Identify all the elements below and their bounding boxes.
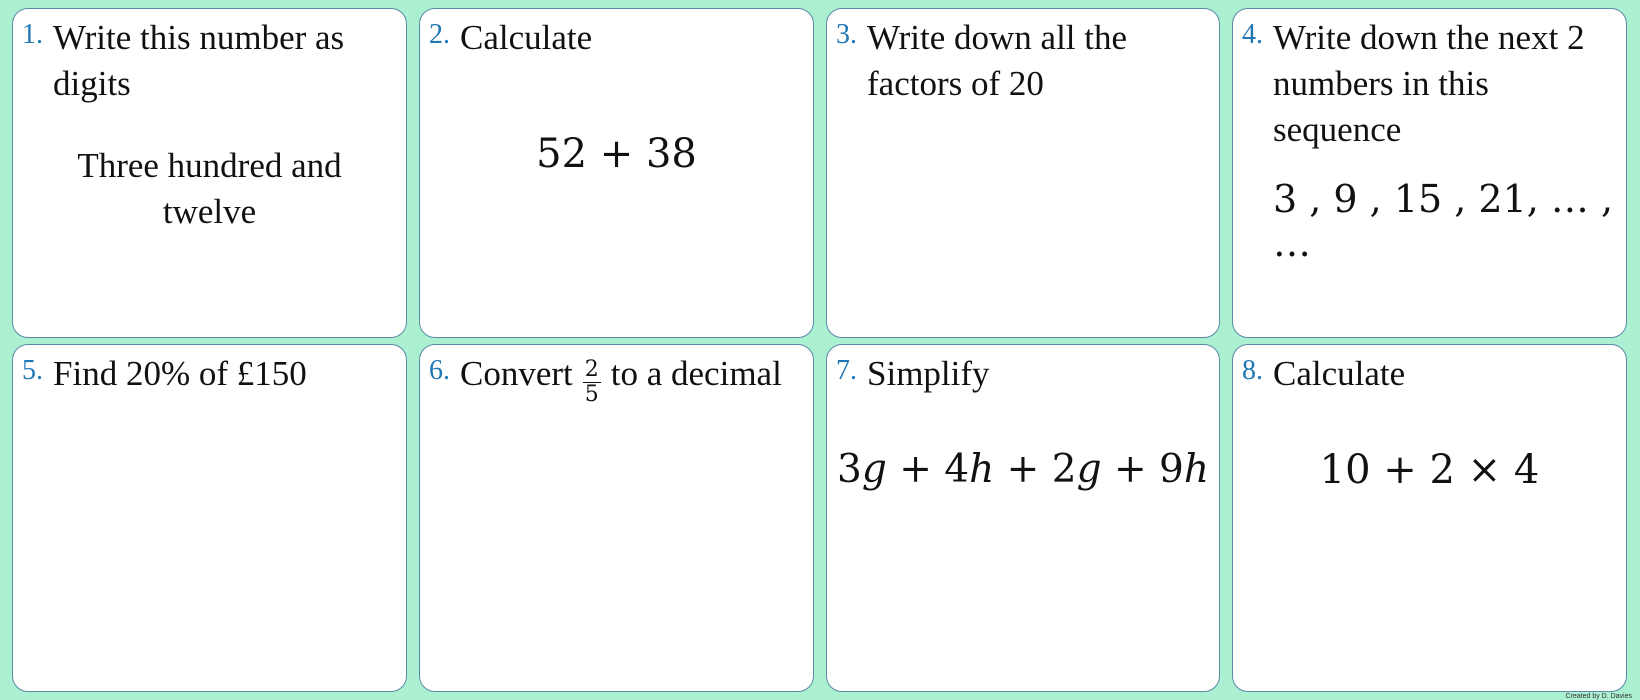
- question-number: 3.: [836, 19, 857, 50]
- question-text: Calculate: [460, 18, 593, 57]
- question-card-2: [419, 8, 814, 338]
- number-in-words: Three hundred and twelve: [77, 146, 342, 231]
- question-number: 8.: [1242, 355, 1263, 386]
- question-text: Write down all the factors of 20: [867, 18, 1128, 103]
- question-text: Calculate: [1273, 354, 1406, 393]
- question-text: [460, 351, 805, 408]
- fraction-denominator: 5: [584, 382, 599, 408]
- question-number: 5.: [22, 355, 43, 386]
- question-text: Write this number as digits: [53, 18, 345, 103]
- question-card-5: [12, 344, 407, 692]
- question-text: Find 20% of £150: [53, 354, 307, 393]
- question-card-4: [1232, 8, 1627, 338]
- math-expression: 10 + 2 × 4: [1319, 447, 1540, 493]
- question-card-1: [12, 8, 407, 338]
- question-number: 7.: [836, 355, 857, 386]
- question-number: 2.: [429, 19, 450, 50]
- question-number: 1.: [22, 19, 43, 50]
- question-card-6: [419, 344, 814, 692]
- question-card-7: [826, 344, 1220, 692]
- number-sequence: 3 , 9 , 15 , 21, … , …: [1273, 177, 1614, 265]
- algebraic-expression: 3g + 4h + 2g + 9h: [837, 447, 1209, 492]
- question-number: 4.: [1242, 19, 1263, 50]
- question-text: Simplify: [867, 354, 990, 393]
- question-text: Write down the next 2 numbers in this sequence: [1273, 18, 1585, 149]
- fraction-numerator: 2: [584, 357, 599, 383]
- credit-text: Created by D. Davies: [1565, 693, 1632, 700]
- question-card-8: [1232, 344, 1627, 692]
- fraction: [583, 358, 601, 407]
- question-card-3: [826, 8, 1220, 338]
- question-number: 6.: [429, 355, 450, 386]
- question-text-after: to a decimal: [610, 354, 782, 393]
- math-expression: 52 + 38: [536, 131, 697, 177]
- question-text-before: Convert: [460, 354, 573, 393]
